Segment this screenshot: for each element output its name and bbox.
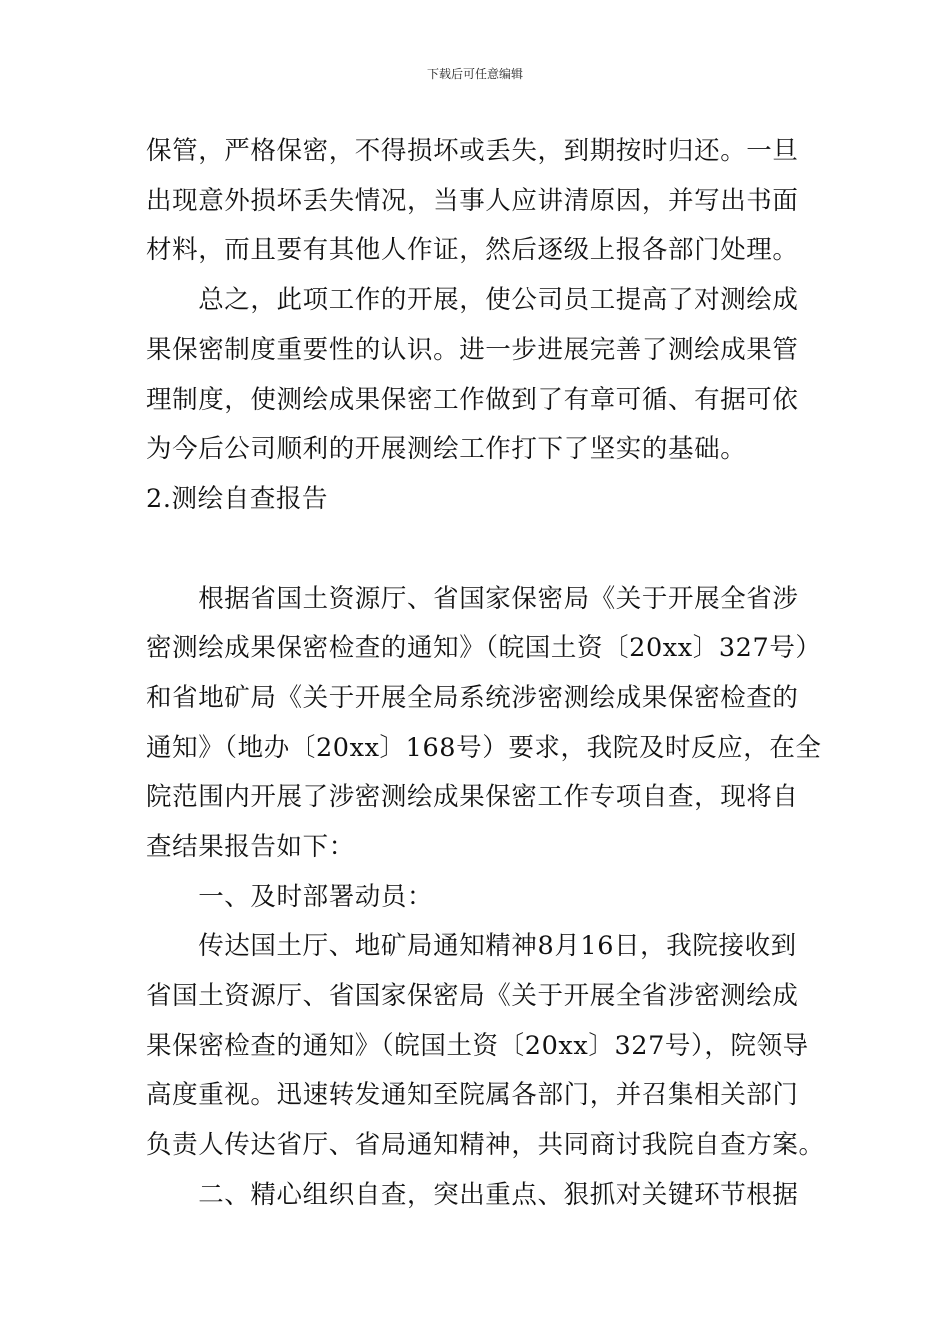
page-header: 下载后可任意编辑 [426,67,523,81]
body-line: 和省地矿局《关于开展全局系统涉密测绘成果保密检查的 [146,683,799,713]
body-line: 出现意外损坏丢失情况，当事人应讲清原因，并写出书面 [146,186,799,216]
body-line: 高度重视。迅速转发通知至院属各部门，并召集相关部门 [146,1080,799,1110]
body-line: 根据省国土资源厅、省国家保密局《关于开展全省涉 [146,584,799,614]
body-line: 材料，而且要有其他人作证，然后逐级上报各部门处理。 [146,235,799,265]
body-line: 通知》（地办〔20xx〕168号）要求，我院及时反应，在全 [146,733,822,763]
sub-heading: 一、及时部署动员： [146,882,434,912]
body-line: 理制度，使测绘成果保密工作做到了有章可循、有据可依 [146,385,799,415]
body-line: 密测绘成果保密检查的通知》（皖国土资〔20xx〕327号） [146,633,822,663]
body-line: 省国土资源厅、省国家保密局《关于开展全省涉密测绘成 [146,981,799,1011]
body-line: 负责人传达省厅、省局通知精神，共同商讨我院自查方案。 [146,1130,825,1160]
body-line: 为今后公司顺利的开展测绘工作打下了坚实的基础。 [146,434,747,464]
sub-heading: 二、精心组织自查，突出重点、狠抓对关键环节根据 [146,1180,799,1210]
body-line: 院范围内开展了涉密测绘成果保密工作专项自查，现将自 [146,782,799,812]
body-line: 查结果报告如下： [146,832,355,862]
body-line: 传达国土厅、地矿局通知精神8月16日，我院接收到 [146,931,797,961]
body-line: 果保密检查的通知》（皖国土资〔20xx〕327号），院领导 [146,1031,809,1061]
body-line: 保管，严格保密，不得损坏或丢失，到期按时归还。一旦 [146,136,799,166]
body-line: 总之，此项工作的开展，使公司员工提高了对测绘成 [146,285,799,315]
body-line: 果保密制度重要性的认识。进一步进展完善了测绘成果管 [146,335,799,365]
section-heading: 2.测绘自查报告 [146,484,329,514]
